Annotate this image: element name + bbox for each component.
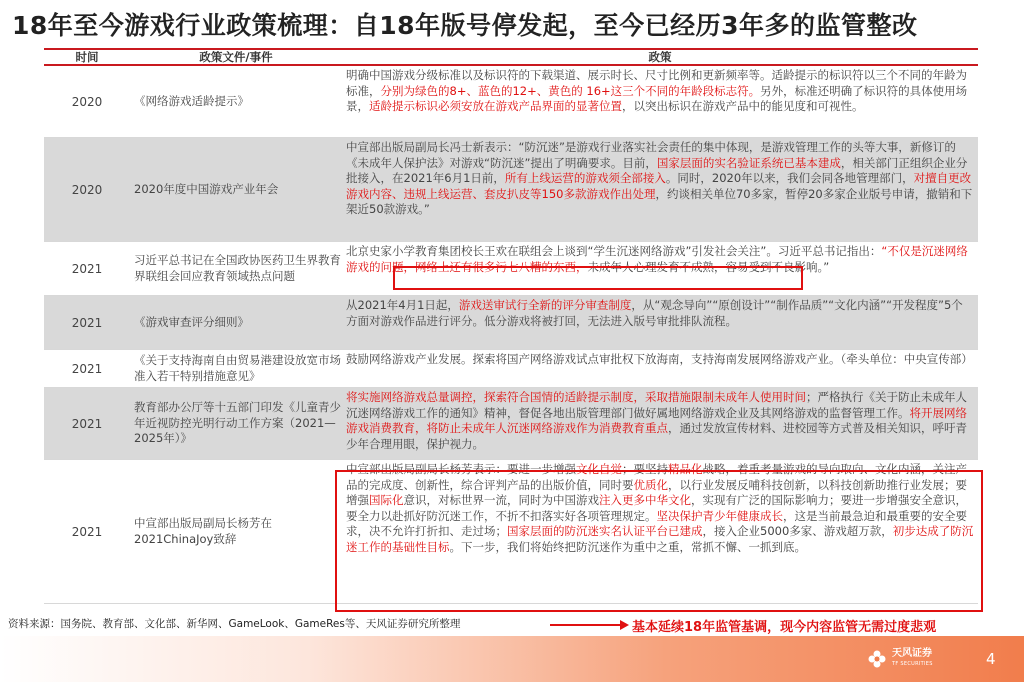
policy-highlight-text: “不仅是沉迷网络游戏的问题，网络上还有很多污七八糟的东西， [346,244,968,274]
row-document: 教育部办公厅等十五部门印发《儿童青少年近视防控光明行动工作方案（2021—2025年）》 [134,400,341,446]
policy-highlight-text: 将开展网络游戏消费教育，将防止未成年人沉迷网络游戏作为消费教育重点 [346,405,967,435]
row-document: 《游戏审查评分细则》 [134,314,249,329]
row-document: 《关于支持海南自由贸易港建设放宽市场准入若干特别措施意见》 [134,353,341,383]
row-policy [342,350,978,387]
page-title: 18年至今游戏行业政策梳理：自18年版号停发起，至今已经历3年多的监管整改 [12,11,918,40]
row-time: 2020 [71,94,103,109]
policy-highlight-text: 优质化 [633,477,668,492]
row-document: 2020年度中国游戏产业年会 [134,181,279,196]
policy-text: ，通过发放宣传材料、进校园等方式普及相关知识，呼吁青少年合理用眼，保护视力。 [346,421,967,451]
row-policy [342,460,978,603]
policy-text: ；要坚持 [622,462,668,476]
policy-highlight-text: 国家层面的实名验证系统已基本建成 [656,155,841,170]
policy-highlight-text: 文化自觉 [576,462,622,476]
policy-text: ，以突出标识在游戏产品中的能见度和可视性。 [622,99,864,113]
policy-highlight-text: 将实施网络游戏总量调控，探索符合国情的适龄提示制度，采取措施限制未成年人使用时间 [346,390,806,404]
table-row [44,66,978,138]
table-row [44,138,978,242]
policy-text: 未成年人心理发育不成熟，容易受到不良影响。” [587,259,830,274]
row-policy [342,388,978,459]
policy-highlight-text: 初步达成了防沉迷工作的基础性目标 [346,524,974,554]
row-time: 2020 [71,182,103,197]
policy-highlight-text: 分别为绿色的8+、蓝色的12+、黄色的 16+这三个不同的年龄段标志符。 [380,83,761,98]
source-note: 资料来源：国务院、教育部、文化部、新华网、GameLook、GameRes等、天风证券研究所整理 [8,618,461,630]
policy-text: ，这是当前最急迫和最重要的安全要求，决不允许打折扣、走过场； [346,508,967,538]
logo-name: 天风证券 [892,648,932,659]
policy-highlight-text: 注入更多中华文化 [599,493,691,507]
policy-text: 。下一步，我们将始终把防沉迷作为重中之重，常抓不懈、一抓到底。 [449,539,806,554]
policy-highlight-text: 对擅自更改游戏内容、违规上线运营、套皮扒皮等150多款游戏作出处理 [346,171,972,201]
row-time: 2021 [71,261,103,276]
page-number: 4 [986,650,996,668]
policy-text: 明确中国游戏分级标准以及标识符的下载渠道、展示时长、尺寸比例和更新频率等。适龄提示的标识符以三个不同的年龄为标准， [346,68,967,98]
brand-logo [866,648,933,670]
header-policy: 政策 [648,50,672,64]
policy-text: 另外，标准还明确了标识符的具体使用场景， [346,83,968,113]
table-row [44,242,978,296]
row-document: 中宣部出版局副局长杨芳在2021ChinaJoy致辞 [134,516,272,546]
policy-highlight-text: 坚决保护青少年健康成长 [656,508,783,523]
policy-highlight-text: 游戏送审试行全新的评分审查制度 [458,298,632,312]
table-header [44,48,978,66]
policy-text: 中宣部出版局副局长冯士新表示：“防沉迷”是游戏行业落实社会责任的集中体现，是游戏管理工作的头等大事，新修订的《未成年人保护法》对游戏“防沉迷”提出了明确要求。目前， [346,140,956,170]
header-time: 时间 [75,50,99,64]
policy-text: ，相关部门正组织企业分批接入，在2021年6月1日前， [346,155,968,185]
row-time: 2021 [71,524,103,539]
policy-text: ，接入企业5000多家、游戏超万款， [702,524,893,538]
policy-highlight-text: 适龄提示标识必须安放在游戏产品界面的显著位置 [369,99,622,113]
row-policy [342,66,978,137]
policy-highlight-text: 精品化 [668,462,703,476]
header-document: 政策文件/事件 [199,50,273,64]
row-policy [342,138,978,241]
policy-text: 战略，着重考量游戏的导向取向、文化内涵，关注产品的完成度、创新性，综合评判产品的出版价值，同时要 [346,462,967,492]
policy-highlight-text: 国家层面的防沉迷实名认证平台已建成 [507,524,703,538]
policy-text: 。同时，2020年以来，我们会同各地管理部门， [665,171,914,185]
table-row [44,350,978,388]
policy-text: ；严格执行《关于防止未成年人沉迷网络游戏工作的通知》精神，督促各地出版管理部门做好属地网络游戏企业及其网络游戏的监督管理工作。 [346,390,967,420]
policy-text: 意识，对标世界一流，同时为中国游戏 [403,493,599,507]
table-row [44,460,978,604]
policy-text: ，以行业发展反哺科技创新，以科技创新助推行业发展；要增强 [346,477,967,507]
policy-text: 从2021年4月1日起， [346,298,459,312]
policy-text: ，实现有广泛的国际影响力；要进一步增强安全意识，要全力以赴抓好防沉迷工作，不折不扣落实好各项管理规定。 [346,493,967,523]
row-document: 《网络游戏适龄提示》 [134,93,249,108]
arrow-right-icon [620,620,629,630]
callout-arrow-line [550,624,622,626]
policy-highlight-text: 国际化 [369,493,404,507]
policy-text: 鼓励网络游戏产业发展。探索将国产网络游戏试点审批权下放海南，支持海南发展网络游戏产业。（牵头单位：中央宣传部） [346,352,973,366]
row-time: 2021 [71,361,103,376]
row-time: 2021 [71,315,103,330]
policy-text: ，约谈相关单位70多家，暂停20多家企业版号申请，撤销和下架近50款游戏。” [346,186,973,216]
table-row [44,388,978,460]
policy-table [44,48,978,604]
row-policy [342,242,978,295]
table-row [44,296,978,350]
row-policy [342,296,978,349]
policy-highlight-text: 所有上线运营的游戏须全部接入 [504,171,666,185]
row-document: 习近平总书记在全国政协医药卫生界教育界联组会回应教育领域热点问题 [134,253,341,283]
row-time: 2021 [71,416,103,431]
callout-text: 基本延续18年监管基调，现今内容监管无需过度悲观 [632,620,937,635]
policy-text: 北京史家小学教育集团校长王欢在联组会上谈到“学生沉迷网络游戏”引发社会关注”。习近平总书记指出： [346,244,882,258]
logo-name-en: TF SECURITIES [892,661,933,667]
policy-text: ，从“观念导向”“原创设计”“制作品质”“文化内涵”“开发程度”5个方面对游戏作品进行评分。低分游戏将被打回，无法进入版号审批排队流程。 [346,298,963,328]
policy-text: 中宣部出版局副局长杨芳表示：要进一步增强 [346,462,576,476]
tf-flower-logo-icon [866,648,888,670]
